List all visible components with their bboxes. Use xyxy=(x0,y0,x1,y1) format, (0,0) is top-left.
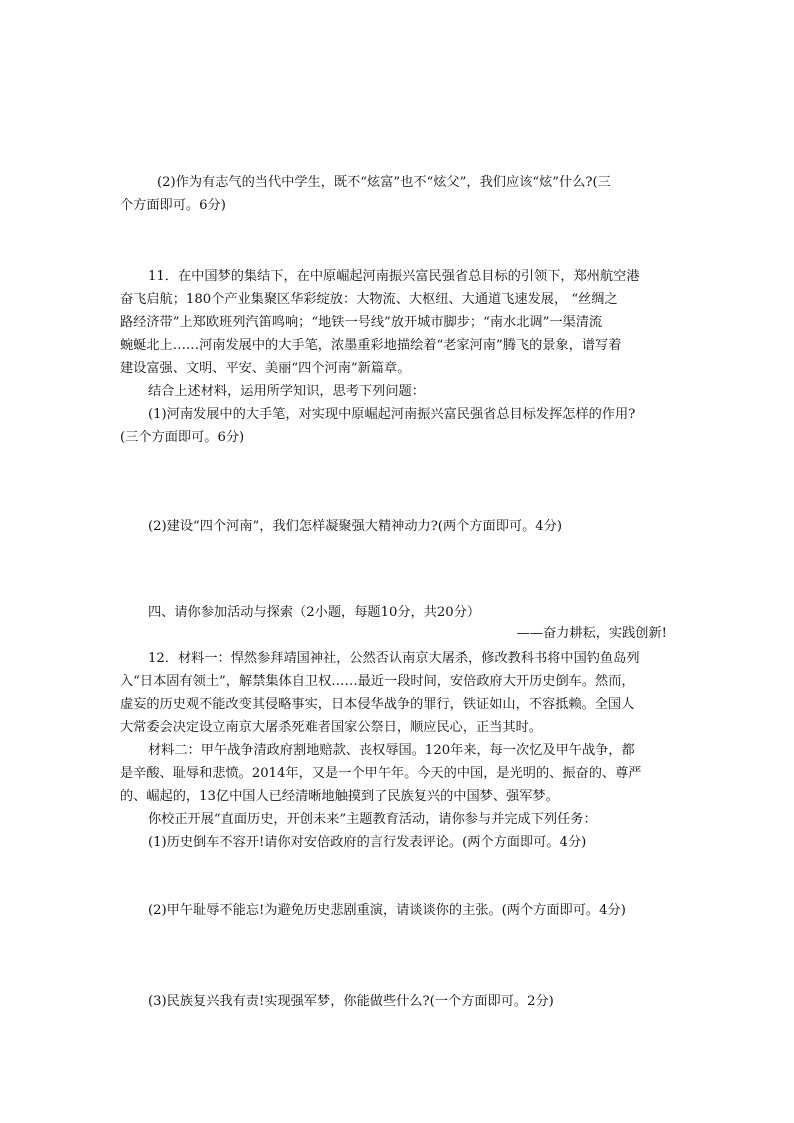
q10-part2-line1: (2)作为有志气的当代中学生，既不“炫富”也不“炫父”，我们应该“炫”什么?(三 xyxy=(157,175,611,190)
q12-material1-line-1: 12．材料一：悍然参拜靖国神社，公然否认南京大屠杀，修改教科书将中国钓鱼岛列 xyxy=(148,651,640,666)
q12-material2-line-2: 是辛酸、耻辱和悲愤。2014年，又是一个甲午年。今天的中国，是光明的、振奋的、尊严 xyxy=(120,766,642,781)
q11-line-1: 11．在中国梦的集结下，在中原崛起河南振兴富民强省总目标的引领下，郑州航空港 xyxy=(148,269,640,284)
q12-material2-line-1: 材料二：甲午战争清政府割地赔款、丧权辱国。120年来，每一次忆及甲午战争，都 xyxy=(148,743,635,758)
q12-material1-line-4: 大常委会决定设立南京大屠杀死难者国家公祭日，顺应民心，正当其时。 xyxy=(120,720,542,735)
q11-line-2: 奋飞启航；180个产业集聚区华彩绽放：大物流、大枢纽、大通道飞速发展， “丝绸之 xyxy=(120,292,618,307)
q11-part1-line2: (三个方面即可。6分) xyxy=(120,430,245,445)
q11-part2: (2)建设“四个河南”，我们怎样凝聚强大精神动力?(两个方面即可。4分) xyxy=(148,519,562,534)
q12-material2-line-3: 的、崛起的，13亿中国人已经清晰地触摸到了民族复兴的中国梦、强军梦。 xyxy=(120,789,559,804)
q11-prompt: 结合上述材料，运用所学知识，思考下列问题： xyxy=(148,384,425,399)
q12-task3: (3)民族复兴我有责!实现强军梦，你能做些什么?(一个方面即可。2分) xyxy=(148,994,554,1009)
q12-task1: (1)历史倒车不容开!请你对安倍政府的言行发表评论。(两个方面即可。4分) xyxy=(148,835,587,850)
q11-line-3: 路经济带”上郑欧班列汽笛鸣响；“地铁一号线”放开城市脚步；“南水北调”一渠清流 xyxy=(120,315,603,330)
q12-task-intro: 你校正开展“直面历史，开创未来”主题教育活动，请你参与并完成下列任务： xyxy=(148,812,597,827)
q11-line-4: 蜿蜒北上……河南发展中的大手笔，浓墨重彩地描绘着“老家河南”腾飞的景象，谱写着 xyxy=(120,338,622,353)
section4-motto: ——奋力耕耘，实践创新! xyxy=(516,626,667,641)
q11-line-5: 建设富强、文明、平安、美丽“四个河南”新篇章。 xyxy=(120,361,411,376)
q11-part1-line1: (1)河南发展中的大手笔，对实现中原崛起河南振兴富民强省总目标发挥怎样的作用? xyxy=(148,407,636,422)
q10-part2-line2: 个方面即可。6分) xyxy=(120,198,226,213)
q12-material1-line-2: 入“日本固有领土”，解禁集体自卫权……最近一段时间，安倍政府大开历史倒车。然而， xyxy=(120,674,635,689)
q12-task2: (2)甲午耻辱不能忘!为避免历史悲剧重演，请谈谈你的主张。(两个方面即可。4分) xyxy=(148,903,626,918)
q12-material1-line-3: 虚妄的历史观不能改变其侵略事实，日本侵华战争的罪行，铁证如山，不容抵赖。全国人 xyxy=(120,697,635,712)
section4-heading: 四、请你参加活动与探索（2小题，每题10分，共20分） xyxy=(148,605,481,620)
